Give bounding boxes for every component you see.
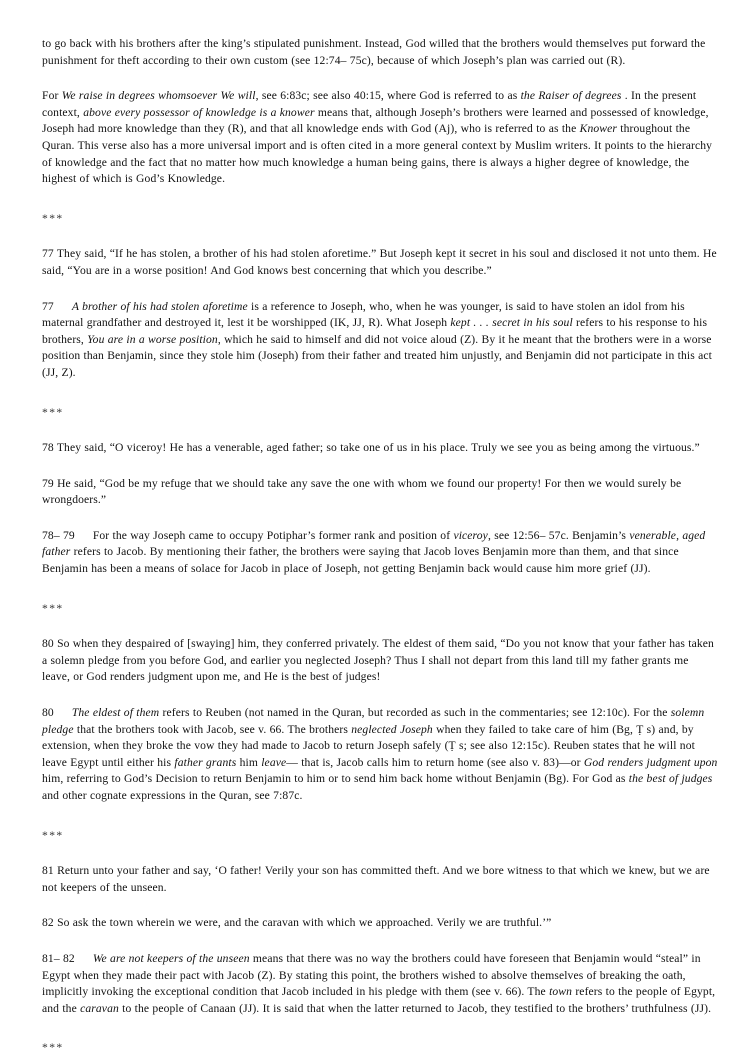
verse-80: 80 So when they despaired of [swaying] him, they conferred privately. The eldest of them said, “Do you not know that your father has taken a solemn pledge from you before God, and earlier you neglected Joseph? Thus I shall not depart from this land till my father grants me leave, or God renders judgment upon me, and He is the best of judges!: [42, 637, 714, 684]
section-separator: ***: [42, 601, 64, 615]
section-separator: ***: [42, 1041, 64, 1055]
commentary-81-82: 81– 82 We are not keepers of the unseen means that there was no way the brothers could have foreseen that Benjamin would “steal” in Egypt when they made their pact with Jacob (Z). By stating this point, the brothers wished to absolve themselves of breaking the oath, implicitly invoking the exceptional condition that Jacob included in his pledge with them (see v. 66). The town refers to the people of Egypt, and the caravan to the people of Canaan (JJ). It is said that when the latter returned to Jacob, they testified to the brothers’ truthfulness (JJ).: [42, 951, 716, 1015]
paragraph-gap: [42, 591, 718, 601]
section-separator: ***: [42, 405, 64, 419]
verse-79: 79 He said, “God be my refuge that we should take any save the one with whom we found our property! For then we would surely be wrongdoers.”: [42, 476, 682, 507]
paragraph-gap: [42, 1030, 718, 1040]
paragraph-gap: [42, 395, 718, 405]
commentary-78-79: 78– 79 For the way Joseph came to occupy Potiphar’s former rank and position of viceroy, see 12:56– 57c. Benjamin’s venerable, aged father refers to Jacob. By mentioning their father, the brothers were saying that Jacob loves Benjamin more than them, and that since Benjamin has been a means of solace for Jacob in place of Joseph, not getting Benjamin back would cause him more grief (JJ).: [42, 528, 706, 576]
commentary-77: 77 A brother of his had stolen aforetime is a reference to Joseph, who, when he was younger, is said to have stolen an idol from his maternal grandfather and destroyed it, lest it be worshipped (IK, JJ, R). What Joseph kept . . . secret in his soul refers to his response to his brothers, You are in a worse position, which he said to himself and did not voice aloud (Z). By it he meant that the brothers were in a worse position than Benjamin, since they stole him (Joseph) from their father and treated him unjustly, and Benjamin did not participate in this act (JJ, Z).: [42, 299, 712, 379]
paragraph-gap: [42, 818, 718, 828]
verse-81: 81 Return unto your father and say, ‘O father! Verily your son has committed theft. And we bore witness to that which we knew, but we are not keepers of the unseen.: [42, 864, 710, 894]
page-content: [42, 36, 718, 1057]
verse-78: 78 They said, “O viceroy! He has a venerable, aged father; so take one of us in his place. Truly we see you as being among the virtuous.”: [42, 441, 700, 455]
paragraph-degrees-commentary: For We raise in degrees whomsoever We will, see 6:83c; see also 40:15, where God is referred to as the Raiser of degrees . In the present context, above every possessor of knowledge is a knower means that, although Joseph’s brothers were learned and possessed of knowledge, Joseph had more knowledge than they (R), and that all knowledge ends with God (Aj), who is referred to as the Knower throughout the Quran. This verse also has a more universal import and is often cited in a more general context by Muslim writers. It points to the hierarchy of knowledge and the fact that no matter how much knowledge a human being gains, there is always a higher degree of knowledge, the highest of which is God’s Knowledge.: [42, 89, 713, 186]
section-separator: ***: [42, 828, 64, 842]
commentary-80: 80 The eldest of them refers to Reuben (not named in the Quran, but recorded as such in the commentaries; see 12:10c). For the solemn pledge that the brothers took with Jacob, see v. 66. The brothers neglected Joseph when they failed to take care of him (Bg, Ṭ s) and, by extension, when they broke the vow they had made to Jacob to return Joseph safely (Ṭ s; see also 12:15c). Reuben states that he will not leave Egypt until either his father grants him leave— that is, Jacob calls him to return home (see also v. 83)—or God renders judgment upon him, referring to God’s Decision to return Benjamin to him or to send him back home without Benjamin (Bg). For God as the best of judges and other cognate expressions in the Quran, see 7:87c.: [42, 706, 718, 802]
verse-77: 77 They said, “If he has stolen, a brother of his had stolen aforetime.” But Joseph kept it secret in his soul and disclosed it not unto them. He said, “You are in a worse position! And God knows best concerning that which you describe.”: [42, 247, 717, 277]
section-separator: ***: [42, 211, 64, 225]
paragraph-gap: [42, 201, 718, 211]
verse-82: 82 So ask the town wherein we were, and the caravan with which we approached. Verily we are truthful.’”: [42, 916, 552, 930]
paragraph-continuation: to go back with his brothers after the king’s stipulated punishment. Instead, God willed that the brothers would themselves put forward the punishment for theft according to their own custom (see 12:74– 75c), because of which Joseph’s plan was carried out (R).: [42, 37, 706, 67]
